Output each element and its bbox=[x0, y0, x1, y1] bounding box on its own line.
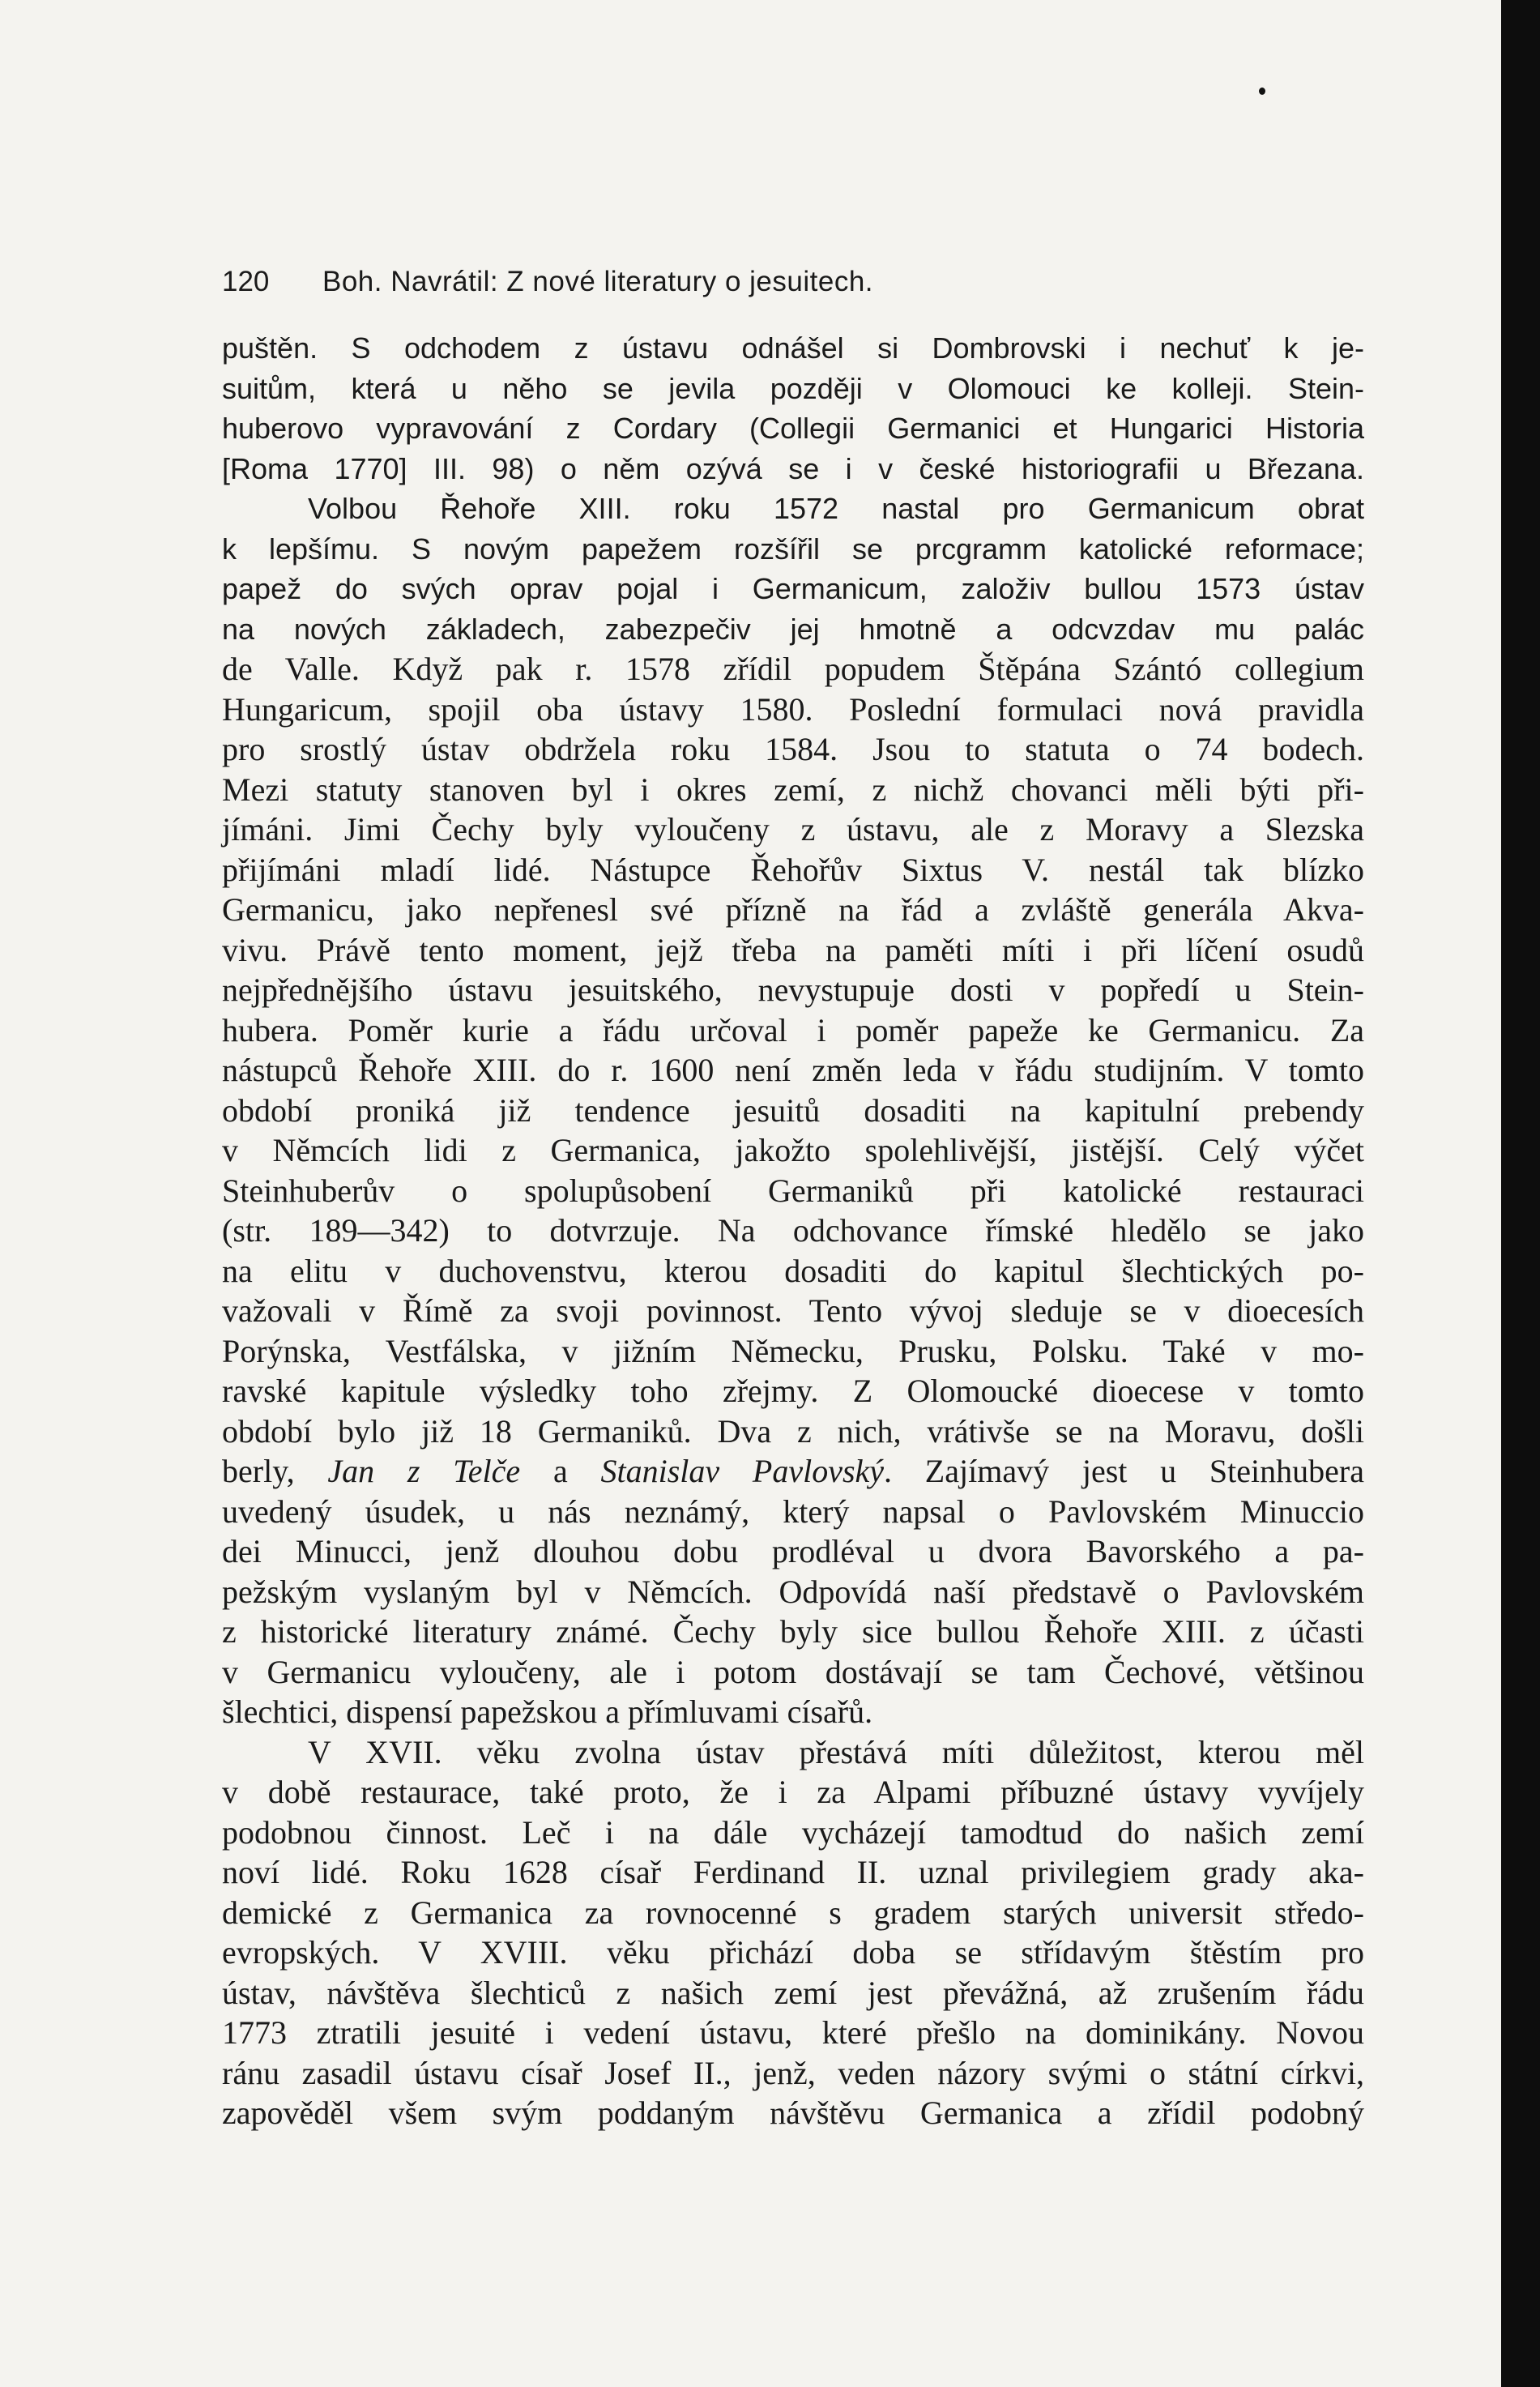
text-line: (str. 189—342) to dotvrzuje. Na odchovance římské hledělo se jako bbox=[222, 1212, 1364, 1249]
text-line: období proniká již tendence jesuitů dosaditi na kapitulní prebendy bbox=[222, 1091, 1364, 1129]
text-line: v Němcích lidi z Germanica, jakožto spolehlivější, jistější. Celý výčet bbox=[222, 1132, 1364, 1168]
text-line: hubera. Poměr kurie a řádu určoval i poměr papeže ke Germanicu. Za bbox=[222, 1011, 1364, 1048]
line-text-mid: a bbox=[520, 1453, 601, 1489]
text-line: 1773 ztratili jesuité i vedení ústavu, které přešlo na dominikány. Novou bbox=[222, 2014, 1364, 2051]
text-line: přijímáni mladí lidé. Nástupce Řehořův Sixtus V. nestál tak blízko bbox=[222, 851, 1364, 888]
text-line: v době restaurace, také proto, že i za Alpami příbuzné ústavy vyvíjely bbox=[222, 1774, 1364, 1810]
text-line: noví lidé. Roku 1628 císař Ferdinand II. uznal privilegiem grady aka- bbox=[222, 1854, 1364, 1890]
text-line: Mezi statuty stanoven byl i okres zemí, z nichž chovanci měli býti při- bbox=[222, 771, 1364, 808]
text-line-with-names bbox=[222, 1451, 1364, 1492]
body-text bbox=[222, 328, 1364, 2133]
text-line: važovali v Římě za svoji povinnost. Tento vývoj sleduje se v dioecesích bbox=[222, 1292, 1364, 1329]
text-line: dei Minucci, jenž dlouhou dobu prodléval u dvora Bavorského a pa- bbox=[222, 1533, 1364, 1569]
text-line: papež do svých oprav pojal i Germanicum, založiv bullou 1573 ústav bbox=[222, 572, 1364, 605]
person-name-italic: Stanislav Pavlovský bbox=[600, 1453, 885, 1489]
text-line: [Roma 1770] III. 98) o něm ozývá se i v české historiografii u Březana. bbox=[222, 451, 1364, 485]
text-line: nejpřednějšího ústavu jesuitského, nevystupuje dosti v popředí u Stein- bbox=[222, 971, 1364, 1008]
text-line: Germanicu, jako nepřenesl své přízně na řád a zvláště generála Akva- bbox=[222, 891, 1364, 928]
text-line: uvedený úsudek, u nás neznámý, který napsal o Pavlovském Minuccio bbox=[222, 1492, 1364, 1530]
text-line: ústav, návštěva šlechticů z našich zemí jest převážná, až zrušením řádu bbox=[222, 1974, 1364, 2011]
scan-speck bbox=[1259, 88, 1265, 95]
text-line: Steinhuberův o spolupůsobení Germaniků při katolické restauraci bbox=[222, 1172, 1364, 1209]
text-line: evropských. V XVIII. věku přichází doba se střídavým štěstím pro bbox=[222, 1934, 1364, 1971]
page-header bbox=[222, 258, 1364, 306]
page-number: 120 bbox=[222, 266, 270, 297]
text-line: k lepšímu. S novým papežem rozšířil se prcgramm katolické reformace; bbox=[222, 532, 1364, 566]
text-line: demické z Germanica za rovnocenné s gradem starých universit středo- bbox=[222, 1894, 1364, 1931]
text-line: ravské kapitule výsledky toho zřejmy. Z Olomoucké dioecese v tomto bbox=[222, 1373, 1364, 1409]
text-line: na elitu v duchovenstvu, kterou dosaditi do kapitul šlechtických po- bbox=[222, 1252, 1364, 1289]
text-line: huberovo vypravování z Cordary (Collegii Germanici et Hungarici Historia bbox=[222, 412, 1364, 445]
text-line: suitům, která u něho se jevila později v Olomouci ke kolleji. Stein- bbox=[222, 371, 1364, 405]
text-line: de Valle. Když pak r. 1578 zřídil popudem Štěpána Szántó collegium bbox=[222, 651, 1364, 687]
text-line: pro srostlý ústav obdržela roku 1584. Jsou to statuta o 74 bodech. bbox=[222, 731, 1364, 767]
text-line: zapověděl všem svým poddaným návštěvu Germanica a zřídil podobný bbox=[222, 2094, 1364, 2131]
text-line: Hungaricum, spojil oba ústavy 1580. Poslední formulaci nová pravidla bbox=[222, 690, 1364, 728]
person-name-italic: Jan z Telče bbox=[327, 1453, 521, 1489]
text-line: nástupců Řehoře XIII. do r. 1600 není změn leda v řádu studijním. V tomto bbox=[222, 1052, 1364, 1088]
text-line: na nových základech, zabezpečiv jej hmotně a odcvzdav mu palác bbox=[222, 612, 1364, 646]
text-line: vivu. Právě tento moment, jejž třeba na paměti míti i při líčení osudů bbox=[222, 931, 1364, 968]
text-line: šlechtici, dispensí papežskou a přímluvami císařů. bbox=[222, 1693, 873, 1730]
running-title: Boh. Navrátil: Z nové literatury o jesuitech. bbox=[322, 266, 874, 297]
text-line: jímáni. Jimi Čechy byly vyloučeny z ústavu, ale z Moravy a Slezska bbox=[222, 811, 1364, 848]
text-line: V XVII. věku zvolna ústav přestává míti důležitost, kterou měl bbox=[308, 1733, 1364, 1770]
text-line: Volbou Řehoře XIII. roku 1572 nastal pro Germanicum obrat bbox=[308, 492, 1364, 525]
text-line: pežským vyslaným byl v Němcích. Odpovídá naší představě o Pavlovském bbox=[222, 1573, 1364, 1610]
text-line: Porýnska, Vestfálska, v jižním Německu, Prusku, Polsku. Také v mo- bbox=[222, 1332, 1364, 1369]
text-line: v Germanicu vyloučeny, ale i potom dostávají se tam Čechové, většinou bbox=[222, 1653, 1364, 1690]
line-text-pre: berly, bbox=[222, 1453, 328, 1489]
scan-dark-edge bbox=[1501, 0, 1540, 2387]
text-line: podobnou činnost. Leč i na dále vycházejí tamodtud do našich zemí bbox=[222, 1813, 1364, 1851]
text-line: ránu zasadil ústavu císař Josef II., jenž, veden názory svými o státní církvi, bbox=[222, 2054, 1364, 2091]
text-line: z historické literatury známé. Čechy byly sice bullou Řehoře XIII. z účasti bbox=[222, 1613, 1364, 1650]
text-line: období bylo již 18 Germaniků. Dva z nich, vrátivše se na Moravu, došli bbox=[222, 1412, 1364, 1450]
line-text-post: . Zajímavý jest u Steinhubera bbox=[884, 1453, 1364, 1489]
text-line: puštěn. S odchodem z ústavu odnášel si Dombrovski i nechuť k je- bbox=[222, 331, 1364, 365]
